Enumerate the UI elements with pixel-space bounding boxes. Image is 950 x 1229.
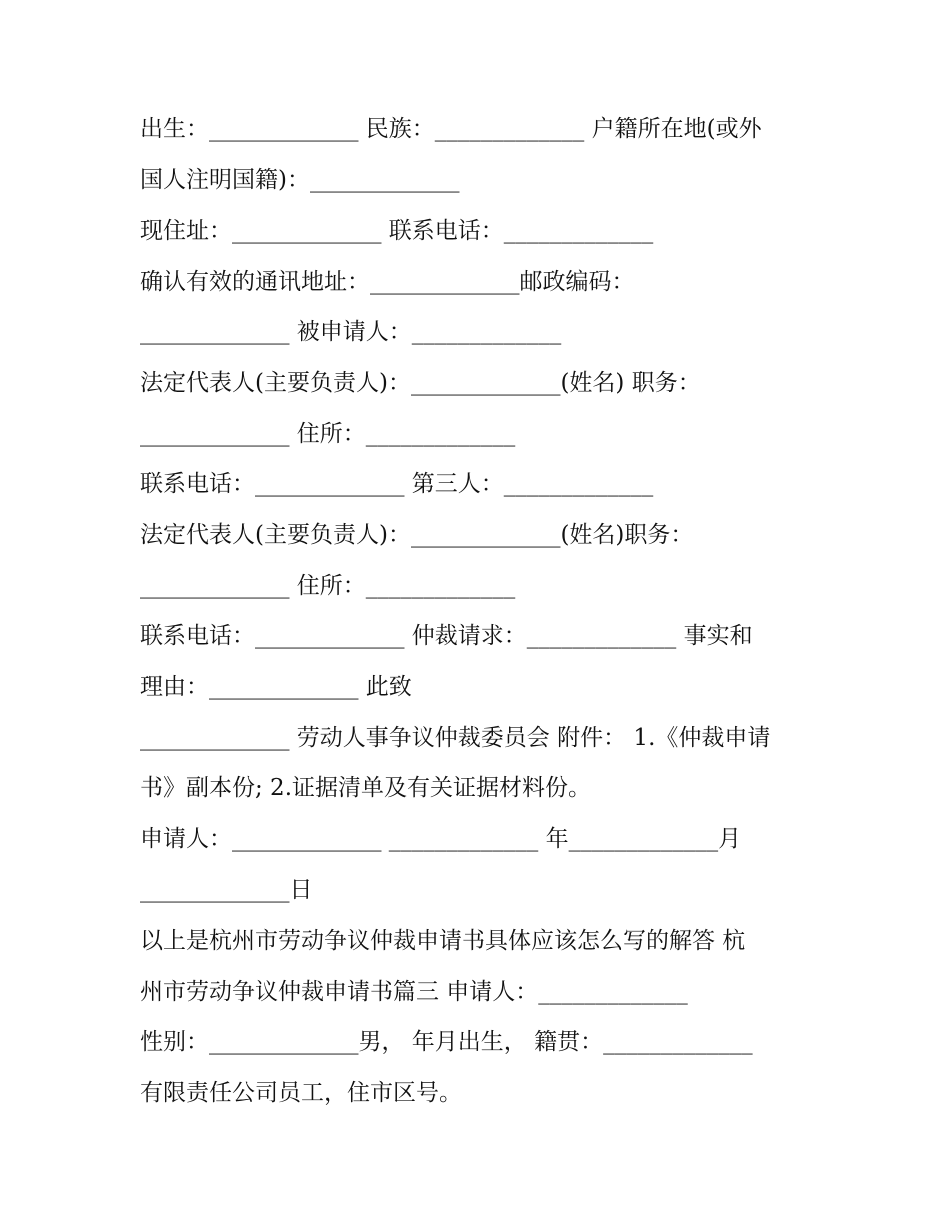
text-line-20: 有限责任公司员工，住市区号。	[140, 1080, 462, 1106]
text-line-19: 性别：_____________男， 年月出生， 籍贯：_____________	[140, 1029, 753, 1055]
text-line-12: 理由：_____________ 此致	[140, 674, 412, 700]
text-line-15: 申请人：_____________ _____________ 年_____________月	[140, 826, 742, 852]
text-line-6: 法定代表人(主要负责人)：_____________(姓名) 职务：	[140, 370, 701, 396]
text-line-13: _____________ 劳动人事争议仲裁委员会 附件： 1.《仲裁申请	[140, 725, 771, 751]
text-line-5: _____________ 被申请人：_____________	[140, 319, 562, 345]
text-line-18: 州市劳动争议仲裁申请书篇三 申请人：_____________	[140, 979, 688, 1005]
text-line-10: _____________ 住所：_____________	[140, 573, 516, 599]
text-line-3: 现住址：_____________ 联系电话：_____________	[140, 218, 654, 244]
text-line-2: 国人注明国籍)：_____________	[140, 167, 460, 193]
text-line-7: _____________ 住所：_____________	[140, 421, 516, 447]
text-line-4: 确认有效的通讯地址：_____________邮政编码：	[140, 269, 635, 295]
text-line-1: 出生：_____________ 民族：_____________ 户籍所在地(或外	[140, 116, 762, 142]
text-line-17: 以上是杭州市劳动争议仲裁申请书具体应该怎么写的解答 杭	[140, 928, 746, 954]
text-line-16: _____________日	[140, 877, 313, 903]
text-line-14: 书》副本份; 2.证据清单及有关证据材料份。	[140, 775, 592, 801]
text-line-11: 联系电话：_____________ 仲裁请求：_____________ 事实和	[140, 623, 753, 649]
text-line-9: 法定代表人(主要负责人)：_____________(姓名)职务：	[140, 522, 694, 548]
text-line-8: 联系电话：_____________ 第三人：_____________	[140, 471, 654, 497]
